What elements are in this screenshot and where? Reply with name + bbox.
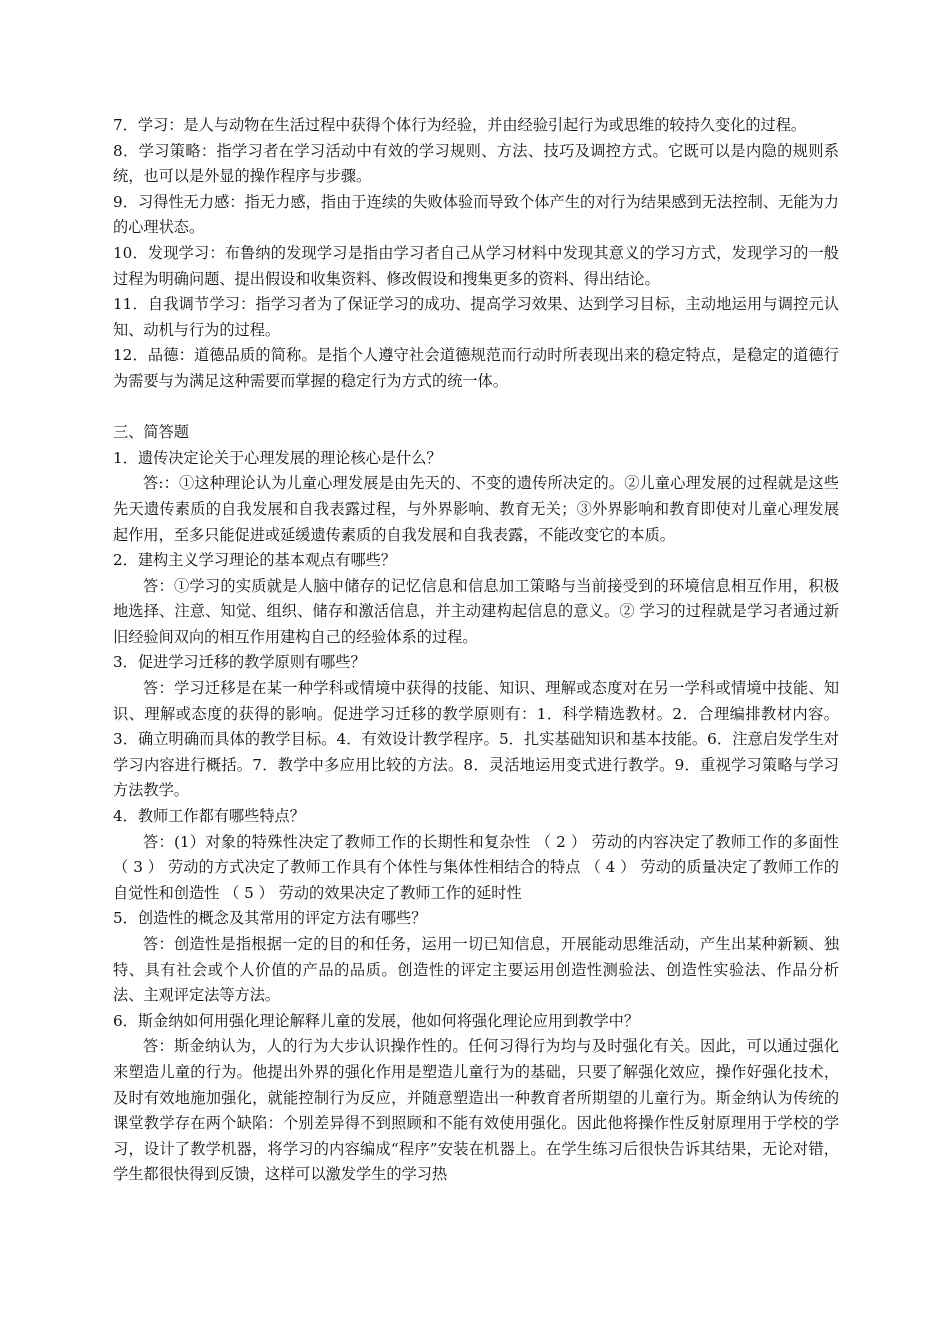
question-2: 2．建构主义学习理论的基本观点有哪些？ [113, 551, 397, 570]
question-4: 4．教师工作都有哪些特点？ [113, 807, 305, 826]
answer-4: 答：(1）对象的特殊性决定了教师工作的长期性和复杂性 （ 2 ） 劳动的内容决定了教师工作的多面性 （ 3 ） 劳动的方式决定了教师工作具有个体性与集体性相结合的特点 （ 4 ） 劳动的质量决定了教师工作的自觉性和创造性 （ 5 ） 劳动的效果决定了教师工作的延时性 [113, 832, 839, 902]
question-3: 3．促进学习迁移的教学原则有哪些？ [113, 653, 366, 672]
answer-6: 答：斯金纳认为，人的行为大步认识操作性的。任何习得行为均与及时强化有关。因此，可以通过强化来塑造儿童的行为。他提出外界的强化作用是塑造儿童行为的基础，只要了解强化效应，操作好强化技术，及时有效地施加强化，就能控制行为反应，并随意塑造出一种教育者所期望的儿童行为。斯金纳认为传统的课堂教学存在两个缺陷：个别差异得不到照顾和不能有效使用强化。因此他将操作性反射原理用于学校的学习，设计了教学机器，将学习的内容编成“程序”安装在机器上。在学生练习后很快告诉其结果，无论对错，学生都很快得到反馈，这样可以激发学生的学习热 [113, 1037, 839, 1184]
document-page [113, 113, 839, 1188]
answer-3: 答：学习迁移是在某一种学科或情境中获得的技能、知识、理解或态度对在另一学科或情境中技能、知识、理解或态度的获得的影响。促进学习迁移的教学原则有：1．科学精选教材。2．合理编排教材内容。3．确立明确而具体的教学目标。4．有效设计教学程序。5．扎实基础知识和基本技能。6．注意启发学生对学习内容进行概括。7．教学中多应用比较的方法。8．灵活地运用变式进行教学。9．重视学习策略与学习方法教学。 [113, 679, 839, 800]
definition-10: 10．发现学习：布鲁纳的发现学习是指由学习者自己从学习材料中发现其意义的学习方式，发现学习的一般过程为明确问题、提出假设和收集资料、修改假设和搜集更多的资料、得出结论。 [113, 243, 839, 288]
question-6: 6．斯金纳如何用强化理论解释儿童的发展，他如何将强化理论应用到教学中？ [113, 1011, 640, 1030]
definition-12: 12．品德：道德品质的简称。是指个人遵守社会道德规范而行动时所表现出来的稳定特点，是稳定的道德行为需要与为满足这种需要而掌握的稳定行为方式的统一体。 [113, 346, 839, 390]
answer-1: 答:：①这种理论认为儿童心理发展是由先天的、不变的遗传所决定的。②儿童心理发展的过程就是这些先天遗传素质的自我发展和自我表露过程，与外界影响、教育无关；③外界影响和教育即使对儿童心理发展起作用，至多只能促进或延缓遗传素质的自我发展和自我表露，不能改变它的本质。 [113, 474, 839, 544]
definition-7: 7．学习：是人与动物在生活过程中获得个体行为经验，并由经验引起行为或思维的较持久变化的过程。 [113, 116, 807, 134]
question-5: 5．创造性的概念及其常用的评定方法有哪些？ [113, 909, 427, 928]
answer-2: 答：①学习的实质就是人脑中储存的记忆信息和信息加工策略与当前接受到的环境信息相互作用，积极地选择、注意、知觉、组织、储存和激活信息，并主动建构起信息的意义。② 学习的过程就是学习者通过新旧经验间双向的相互作用建构自己的经验体系的过程。 [113, 576, 839, 646]
definition-8: 8．学习策略：指学习者在学习活动中有效的学习规则、方法、技巧及调控方式。它既可以是内隐的规则系统，也可以是外显的操作程序与步骤。 [113, 141, 839, 186]
section-title: 三、简答题 [113, 423, 189, 442]
definition-9: 9．习得性无力感：指无力感，指由于连续的失败体验而导致个体产生的对行为结果感到无法控制、无能为力的心理状态。 [113, 192, 839, 237]
definition-11: 11．自我调节学习：指学习者为了保证学习的成功、提高学习效果、达到学习目标，主动地运用与调控元认知、动机与行为的过程。 [113, 295, 839, 339]
question-1: 1．遗传决定论关于心理发展的理论核心是什么？ [113, 448, 442, 467]
answer-5: 答：创造性是指根据一定的目的和任务，运用一切已知信息，开展能动思维活动，产生出某种新颖、独特、具有社会或个人价值的产品的品质。创造性的评定主要运用创造性测验法、创造性实验法、作品分析法、主观评定法等方法。 [113, 935, 839, 1005]
section-spacer [113, 395, 839, 421]
